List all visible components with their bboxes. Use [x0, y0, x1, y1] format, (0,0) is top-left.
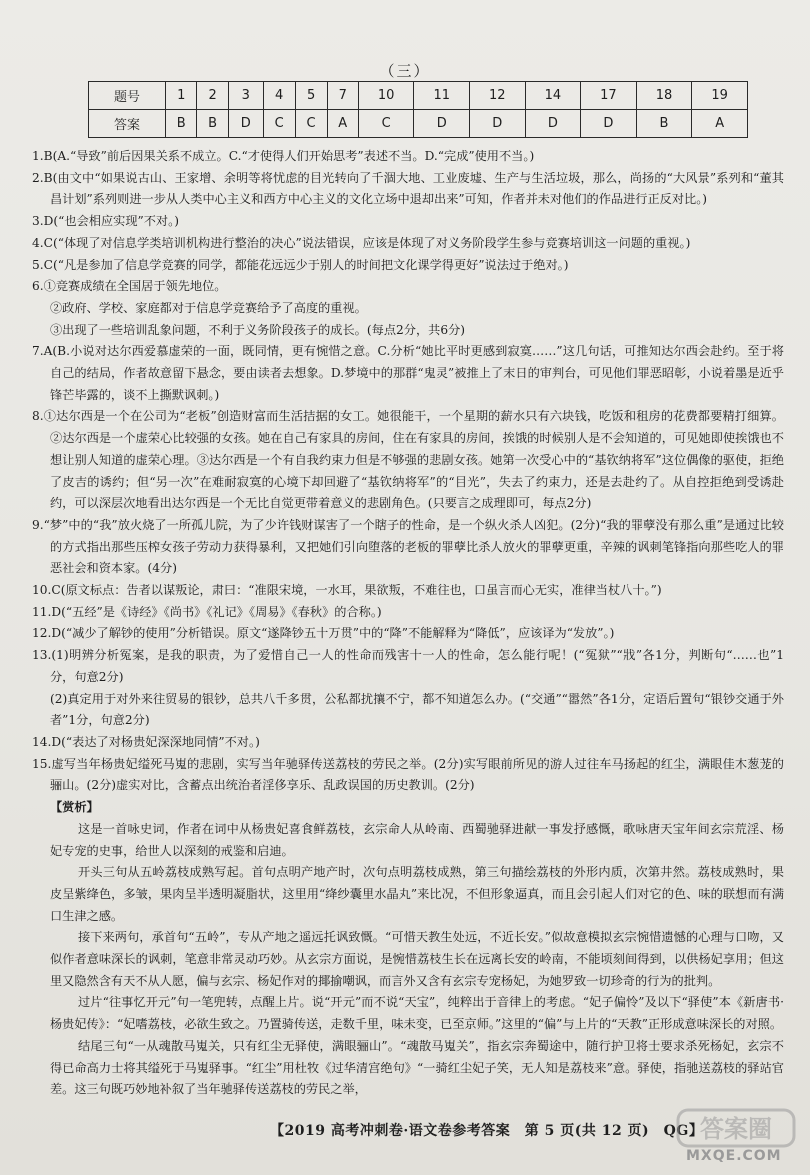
answer-item-14: 14.D(“表达了对杨贵妃深深地同情”不对。): [32, 734, 260, 749]
answer-item-6-point-2: ②政府、学校、家庭都对于信息学竞赛给予了高度的重视。: [50, 300, 367, 315]
answer-row: [89, 110, 748, 138]
answer-cell: A: [692, 110, 748, 138]
appreciation-paragraph: 这是一首咏史词，作者在词中从杨贵妃喜食鲜荔枝，玄宗命人从岭南、西蜀驰驿进献一事发抒感慨，歌咏唐天宝年间玄宗荒淫、杨妃专宠的史事，给世人以深刻的戒鉴和启迪。: [50, 821, 784, 858]
answer-item-1: 1.B(A.“导致”前后因果关系不成立。C.“才使得人们开始思考”表述不当。D.“完成”使用不当。): [32, 149, 535, 163]
question-number-cell: 12: [470, 82, 526, 110]
answer-cell: B: [636, 110, 692, 138]
question-number-cell: 4: [263, 82, 295, 110]
answer-cell: D: [228, 110, 263, 138]
question-number-header: 题号: [89, 82, 166, 110]
answer-item-11: 11.D(“五经”是《诗经》《尚书》《礼记》《周易》《春秋》的合称。): [32, 604, 382, 619]
svg-text:答案圈: 答案圈: [700, 1115, 772, 1143]
answer-item-2: 2.B(由文中“如果说古山、王家增、余明等将忧虑的目光转向了千涸大地、工业废墟、生产与生活垃圾，那么，尚扬的“大风景”系列和“董其昌计划”系列则进一步从人类中心主义和西方中心主义的文化立场中退却出来”可知，作者并未对他们的作品进行正反对比。): [32, 170, 784, 207]
question-number-cell: 3: [228, 82, 263, 110]
appreciation-heading: 【赏析】: [50, 800, 99, 815]
answer-item-9: 9.“梦”中的“我”放火烧了一所孤儿院，为了少许钱财谋害了一个瞎子的性命，是一个纵火杀人凶犯。(2分)“我的罪孽没有那么重”是通过比较的方式指出那些压榨女孩子劳动力获得暴利，又把她们引向堕落的老板的罪孽比杀人放火的罪孽更重，辛辣的讽刺笔锋指向那些吃人的罪恶社会和资本家。(4分): [32, 517, 784, 576]
answer-item-3: 3.D(“也会相应实现”不对。): [32, 214, 179, 229]
appreciation-paragraph: 开头三句从五岭荔枝成熟写起。首句点明产地产时，次句点明荔枝成熟，第三句描绘荔枝的外形内质，次第井然。荔枝成熟时，果皮呈紫绛色，多皱，果肉呈半透明凝脂状，这里用“绛纱囊里水晶丸”来比况，不但形象逼真，而且会引起人们对它的色、味的联想而有满口生津之感。: [50, 865, 784, 923]
answer-cell: D: [414, 110, 470, 138]
question-number-cell: 11: [414, 82, 470, 110]
answer-item-8: 8.①达尔西是一个在公司为“老板”创造财富而生活拮据的女工。她很能干，一个星期的薪水只有六块钱，吃饭和租房的花费都要精打细算。②达尔西是一个虚荣心比较强的女孩。她在自己有家具的房间，住在有家具的房间，挨饿的时候别人是不会知道的，可见她即使挨饿也不想让别人知道的虚荣心理。③达尔西是一个有自我约束力但是不够强的悲剧女孩。她第一次受心中的“基钦纳将军”这位偶像的驱使，拒绝了皮吉的诱约；但“另一次”在难耐寂寞的心境下却回避了“基钦纳将军”的“目光”，失去了约束力，还是去赴约了。从自控拒绝到受诱赴约，可以深层次地看出达尔西是一个无比自觉更带着意义的悲剧角色。(只要言之成理即可，每点2分): [32, 409, 784, 511]
answer-item-15: 15.虚写当年杨贵妃缢死马嵬的悲剧，实写当年驰驿传送荔枝的劳民之举。(2分)实写眼前所见的游人过往车马扬起的红尘，满眼佳木葱茏的骊山。(2分)虚实对比，含蓄点出统治者淫侈享乐、乱政误国的历史教训。(2分): [32, 756, 784, 793]
answer-item-4: 4.C(“体现了对信息学类培训机构进行整治的决心”说法错误，应该是体现了对义务阶段学生参与竞赛培训这一问题的重视。): [32, 235, 691, 250]
answer-item-6: 6.①竞赛成绩在全国居于领先地位。: [32, 279, 227, 294]
question-number-cell: 14: [525, 82, 581, 110]
answer-cell: D: [581, 110, 637, 138]
question-number-cell: 7: [327, 82, 358, 110]
watermark-url: MXQE.COM: [686, 1148, 782, 1164]
watermark-logo: [676, 1106, 796, 1150]
question-number-cell: 1: [166, 82, 197, 110]
page-footer: 【2019 高考冲刺卷·语文卷参考答案 第 5 页(共 12 页) QG】: [270, 1123, 704, 1139]
answer-cell: B: [197, 110, 228, 138]
answer-table: [88, 81, 748, 138]
question-number-cell: 19: [692, 82, 748, 110]
answer-cell: D: [470, 110, 526, 138]
section-title: （三）: [379, 62, 431, 80]
answer-cell: D: [525, 110, 581, 138]
appreciation-paragraph: 结尾三句“一从魂散马嵬关，只有红尘无驿使，满眼骊山”。“魂散马嵬关”，指玄宗奔蜀途中，随行护卫将士要求杀死杨妃，玄宗不得已命高力士将其缢死于马嵬驿事。“红尘”用杜牧《过华清宫绝句》“一骑红尘妃子笑，无人知是荔枝来”意。驿使，指驰送荔枝的驿站官差。这三句既巧妙地补叙了当年驰驿传送荔枝的劳民之举，: [50, 1038, 784, 1097]
answer-cell: C: [295, 110, 327, 138]
answer-cell: C: [263, 110, 295, 138]
answer-item-6-point-3: ③出现了一些培训乱象问题，不利于义务阶段孩子的成长。(每点2分，共6分): [50, 322, 466, 337]
question-number-row: [89, 82, 748, 110]
appreciation-paragraph: 接下来两句，承首句“五岭”，专从产地之遥远托讽致慨。“可惜天教生处远，不近长安。”似故意模拟玄宗惋惜遗憾的心理与口吻，又似作者意味深长的讽刺，笔意非常灵动巧妙。从玄宗方面说，是惋惜荔枝生长在远离长安的岭南，不能顷刻间得到，以供杨妃享用；但这里又隐然含有天不从人愿，偏与玄宗、杨妃作对的揶揄嘲讽，而言外又含有玄宗专宠杨妃，为她罗致一切珍奇的行为的批判。: [50, 930, 784, 988]
question-number-cell: 5: [295, 82, 327, 110]
answer-item-7: 7.A(B.小说对达尔西爱慕虚荣的一面，既同情，更有惋惜之意。C.分析“她比平时更感到寂寞……”这几句话，可推知达尔西会赴约。至于将自己的结局，作者故意留下悬念，要由读者去想象。D.梦境中的那群“鬼灵”被推上了末日的审判台，可见他们罪恶昭彰，小说着墨是近乎锋芒毕露的，谈不上撕默讽刺。): [32, 344, 784, 402]
answer-cell: A: [327, 110, 358, 138]
answer-item-5: 5.C(“凡是参加了信息学竞赛的同学，都能花远远少于别人的时间把文化课学得更好”说法过于绝对。): [32, 257, 569, 272]
question-number-cell: 17: [581, 82, 637, 110]
answer-cell: C: [358, 110, 414, 138]
question-number-cell: 10: [358, 82, 414, 110]
question-number-cell: 2: [197, 82, 228, 110]
answer-cell: B: [166, 110, 197, 138]
answer-item-10: 10.C(原文标点：告者以谋叛论，肃曰：“准限宋境，一水耳，果欲叛，不难往也，口虽言而心无实，准律当杖八十。”): [32, 583, 662, 598]
answer-header: 答案: [89, 110, 166, 138]
question-number-cell: 18: [636, 82, 692, 110]
answer-item-13: 13.(1)明辨分析冤案，是我的职责，为了爱惜自己一人的性命而残害十一人的性命，怎么能行呢！(“冤狱”“戕”各1分，判断句“……也”1分，句意2分): [32, 648, 784, 684]
answer-explanations: [32, 146, 784, 1101]
answer-item-13-part-2: (2)真定用于对外来往贸易的银钞，总共八千多贯，公私都扰攘不宁，都不知道怎么办。(“交通”“嚣然”各1分，定语后置句“银钞交通于外者”1分，句意2分): [50, 691, 784, 728]
appreciation-paragraph: 过片“往事忆开元”句一笔兜转，点醒上片。说“开元”而不说“天宝”，纯粹出于音律上的考虑。“妃子偏怜”及以下“驿使”本《新唐书·杨贵妃传》：“妃嗜荔枝，必欲生致之。乃置骑传送，走数千里，味未变，已至京师。”这里的“偏”与上片的“天教”正形成意味深长的对照。: [50, 995, 784, 1032]
answer-item-12: 12.D(“减少了解钞的使用”分析错误。原文“遂降钞五十万贯”中的“降”不能解释为“降低”，应该译为“发放”。): [32, 626, 615, 641]
